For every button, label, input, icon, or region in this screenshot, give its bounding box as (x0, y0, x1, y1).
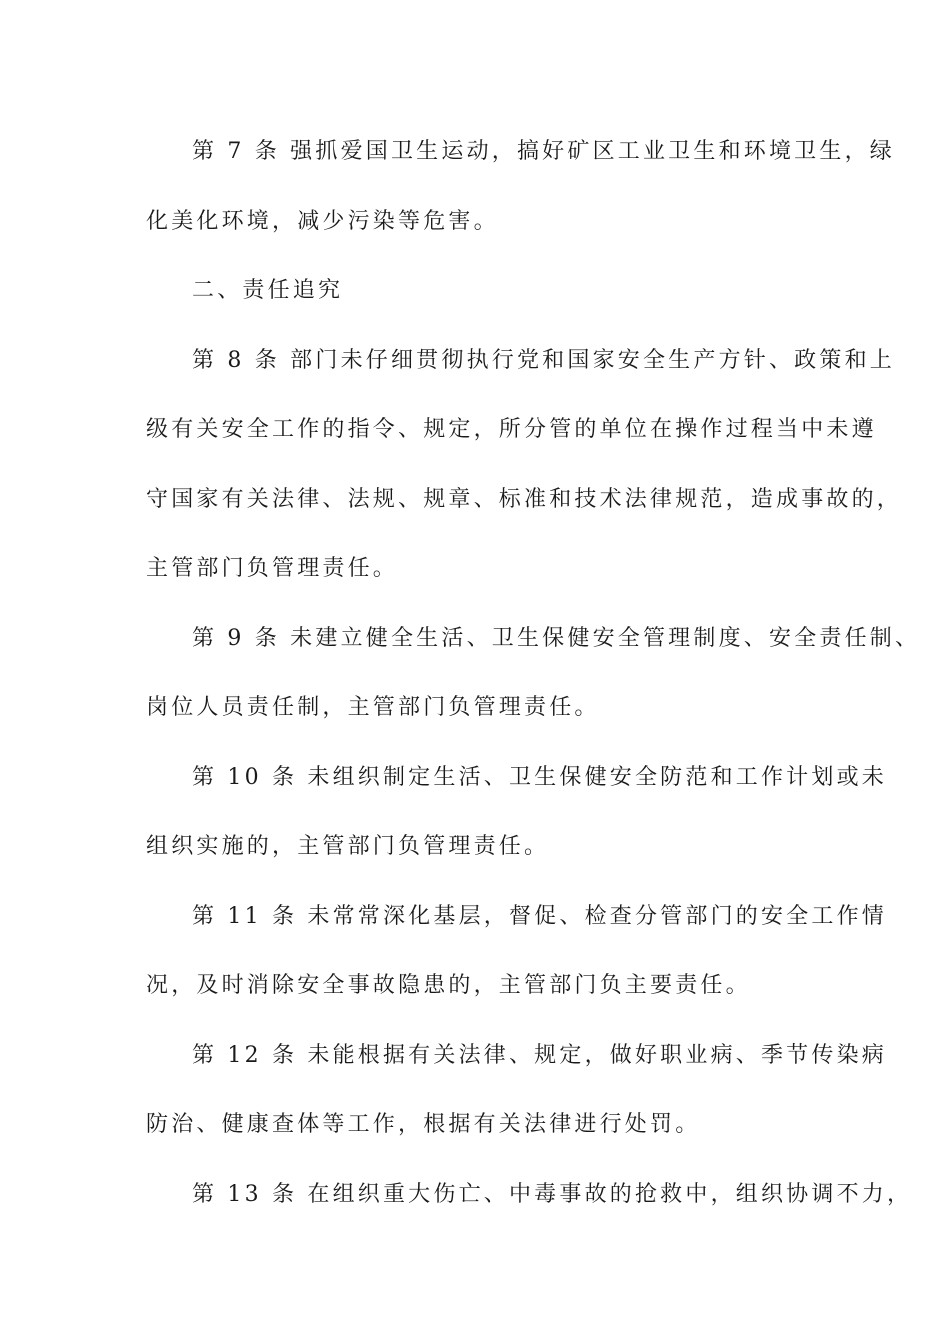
document-body (146, 133, 921, 1245)
article-8-line-3: 守国家有关法律、法规、规章、标准和技术法律规范，造成事故的， (146, 486, 903, 512)
article-8-line-2: 级有关安全工作的指令、规定，所分管的单位在操作过程当中未遵 (146, 417, 877, 442)
article-10-line-1: 第 10 条 未组织制定生活、卫生保健安全防范和工作计划或未 (192, 764, 887, 790)
article-8-line-1: 第 8 条 部门未仔细贯彻执行党和国家安全生产方针、政策和上 (192, 347, 895, 373)
article-11-line-2: 况，及时消除安全事故隐患的，主管部门负主要责任。 (146, 973, 751, 998)
article-10-line-2: 组织实施的，主管部门负管理责任。 (146, 834, 550, 859)
section-heading: 二、责任追究 (192, 278, 344, 303)
article-11-line-1: 第 11 条 未常常深化基层，督促、检查分管部门的安全工作情 (192, 903, 887, 929)
article-13-line-1: 第 13 条 在组织重大伤亡、中毒事故的抢救中，组织协调不力， (192, 1181, 913, 1207)
article-12-line-2: 防治、健康查体等工作，根据有关法律进行处罚。 (146, 1112, 701, 1137)
article-8-line-4: 主管部门负管理责任。 (146, 556, 399, 581)
article-7-line-2: 化美化环境，减少污染等危害。 (146, 208, 499, 234)
article-12-line-1: 第 12 条 未能根据有关法律、规定，做好职业病、季节传染病 (192, 1042, 887, 1068)
article-7-line-1: 第 7 条 强抓爱国卫生运动，搞好矿区工业卫生和环境卫生，绿 (192, 139, 895, 164)
article-9-line-2: 岗位人员责任制，主管部门负管理责任。 (146, 695, 600, 720)
article-9-line-1: 第 9 条 未建立健全生活、卫生保健安全管理制度、安全责任制、 (192, 625, 921, 651)
